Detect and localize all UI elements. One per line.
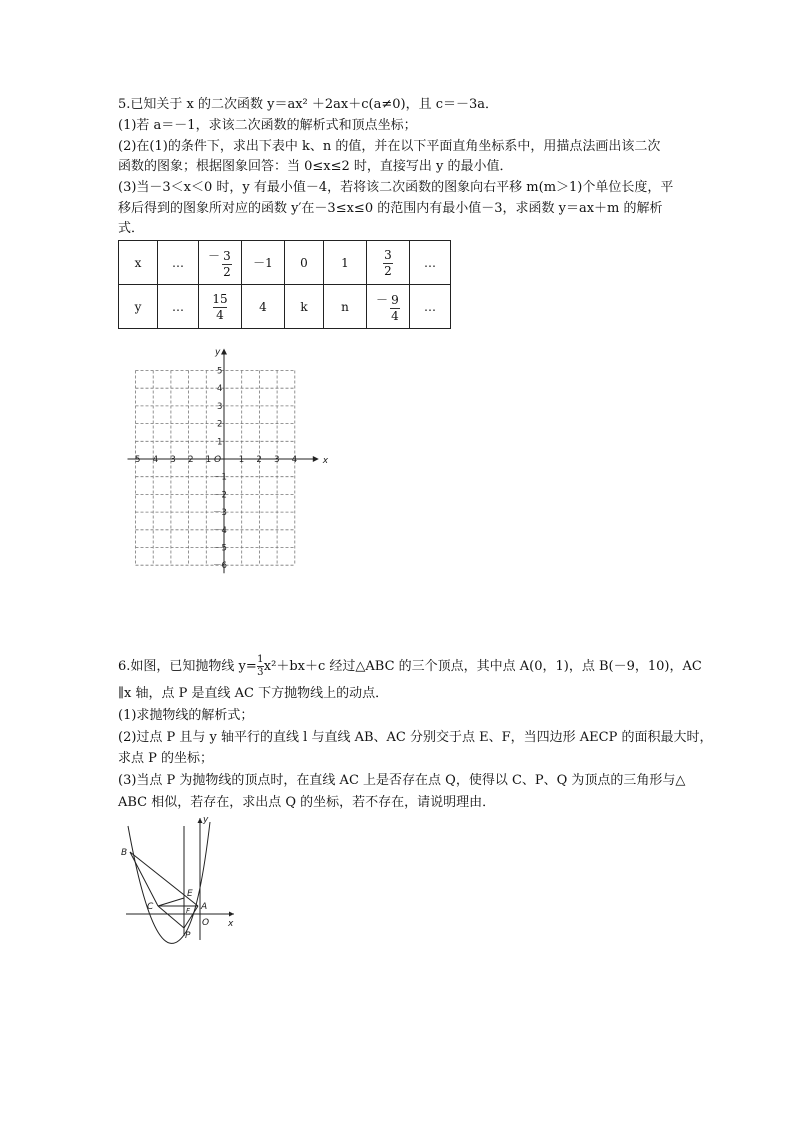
table-cell: k	[285, 285, 324, 329]
y-tick-label: －5	[213, 543, 227, 554]
label-f: F	[186, 907, 191, 915]
table-cell: …	[158, 241, 199, 285]
sign: －	[207, 248, 220, 263]
line-cp	[158, 906, 184, 928]
denominator: 2	[223, 264, 231, 279]
q6-line-7: ABC 相似，若存在，求出点 Q 的坐标，若不存在，请说明理由．	[118, 795, 496, 810]
table-cell: －1	[242, 241, 285, 285]
q6-line-3: (1)求抛物线的解析式；	[118, 708, 254, 723]
denominator: 2	[384, 263, 392, 278]
denominator: 4	[391, 308, 399, 323]
x-axis-label: x	[322, 456, 329, 466]
y-tick-label: 1	[217, 437, 223, 448]
y-tick-label: 5	[217, 366, 223, 377]
x-tick-label: 1	[238, 455, 245, 465]
numerator: 1	[257, 654, 264, 665]
label-p: P	[185, 931, 191, 941]
x-tick-label: －5	[126, 455, 141, 465]
line-ce	[158, 898, 184, 906]
y-axis-label: y	[215, 347, 221, 358]
y-axis-arrow	[198, 818, 203, 823]
table-cell: …	[410, 285, 451, 329]
table-cell: …	[158, 285, 199, 329]
q6-line-1-end: x²＋bx＋c 经过△ABC 的三个顶点，其中点 A(0，1)，点 B(－9，10)，AC	[263, 659, 702, 674]
origin-label: O	[214, 455, 222, 465]
q5-line-7: 式．	[118, 221, 145, 236]
table-cell: 1	[324, 241, 367, 285]
numerator: 3	[384, 247, 392, 262]
label-o: O	[202, 918, 210, 928]
label-y: y	[203, 815, 209, 825]
y-tick-label: 3	[217, 401, 223, 412]
y-tick-label: －1	[213, 472, 227, 483]
label-x: x	[228, 919, 234, 929]
label-c: C	[147, 902, 154, 912]
q6-line-2: ∥x 轴，点 P 是直线 AC 下方抛物线上的动点．	[118, 686, 389, 701]
q5-line-2: (1)若 a＝－1，求该二次函数的解析式和顶点坐标；	[118, 118, 417, 133]
x-axis-arrow	[313, 456, 319, 462]
y-tick-label: －6	[213, 561, 227, 572]
q5-line-1: 5.已知关于 x 的二次函数 y＝ax² ＋2ax＋c(a≠0)，且 c＝－3a．	[118, 97, 499, 112]
q6-line-1-start: 6.如图，已知抛物线 y=	[118, 659, 257, 674]
q6-line-6: (3)当点 P 为抛物线的顶点时，在直线 AC 上是否存在点 Q，使得以 C、P、Q 为顶点的三角形与△	[118, 773, 686, 788]
x-tick-label: 3	[274, 455, 280, 465]
table-cell: …	[410, 241, 451, 285]
y-tick-label: －2	[213, 490, 227, 501]
table-cell: 0	[285, 241, 324, 285]
label-b: B	[121, 848, 128, 858]
label-a: A	[201, 902, 208, 912]
table-cell: x	[119, 241, 158, 285]
q5-line-4: 函数的图象；根据图象回答：当 0≤x≤2 时，直接写出 y 的最小值．	[118, 159, 513, 174]
x-axis-arrow	[229, 912, 234, 917]
x-tick-label: －3	[161, 455, 176, 465]
table-cell: y	[119, 285, 158, 329]
x-tick-label: －4	[144, 455, 159, 465]
y-tick-label: －4	[213, 525, 227, 536]
y-tick-label: －3	[213, 508, 227, 519]
numerator: 15	[212, 291, 228, 306]
x-tick-label: 2	[256, 455, 262, 465]
denominator: 3	[257, 667, 264, 678]
parabola-figure	[118, 812, 248, 944]
y-tick-label: 4	[217, 384, 223, 395]
numerator: 3	[223, 248, 231, 263]
x-tick-label: －2	[179, 455, 194, 465]
q5-line-5: (3)当－3＜x＜0 时，y 有最小值－4，若将该二次函数的图象向右平移 m(m＞1)个单位长度，平	[118, 180, 674, 195]
fraction-one-third	[257, 655, 264, 678]
label-e: E	[187, 889, 193, 899]
q5-line-6: 移后得到的图象所对应的函数 y′在－3≤x≤0 的范围内有最小值－3，求函数 y＝ax＋m 的解析	[118, 201, 663, 216]
numerator: 9	[391, 292, 399, 307]
y-tick-label: 2	[217, 419, 223, 430]
x-tick-label: －1	[197, 455, 212, 465]
x-tick-label: 4	[291, 455, 298, 465]
table-cell: n	[324, 285, 367, 329]
denominator: 4	[216, 307, 224, 322]
q6-line-4: (2)过点 P 且与 y 轴平行的直线 l 与直线 AB、AC 分别交于点 E、F，当四边形 AECP 的面积最大时，	[118, 730, 713, 745]
table-cell: 4	[242, 285, 285, 329]
y-axis-arrow	[221, 349, 227, 355]
q5-line-3: (2)在(1)的条件下，求出下表中 k、n 的值，并在以下平面直角坐标系中，用描点法画出该二次	[118, 139, 661, 154]
q6-line-5: 求点 P 的坐标；	[118, 751, 214, 766]
sign: －	[375, 292, 388, 307]
q6-line-1	[118, 655, 702, 678]
